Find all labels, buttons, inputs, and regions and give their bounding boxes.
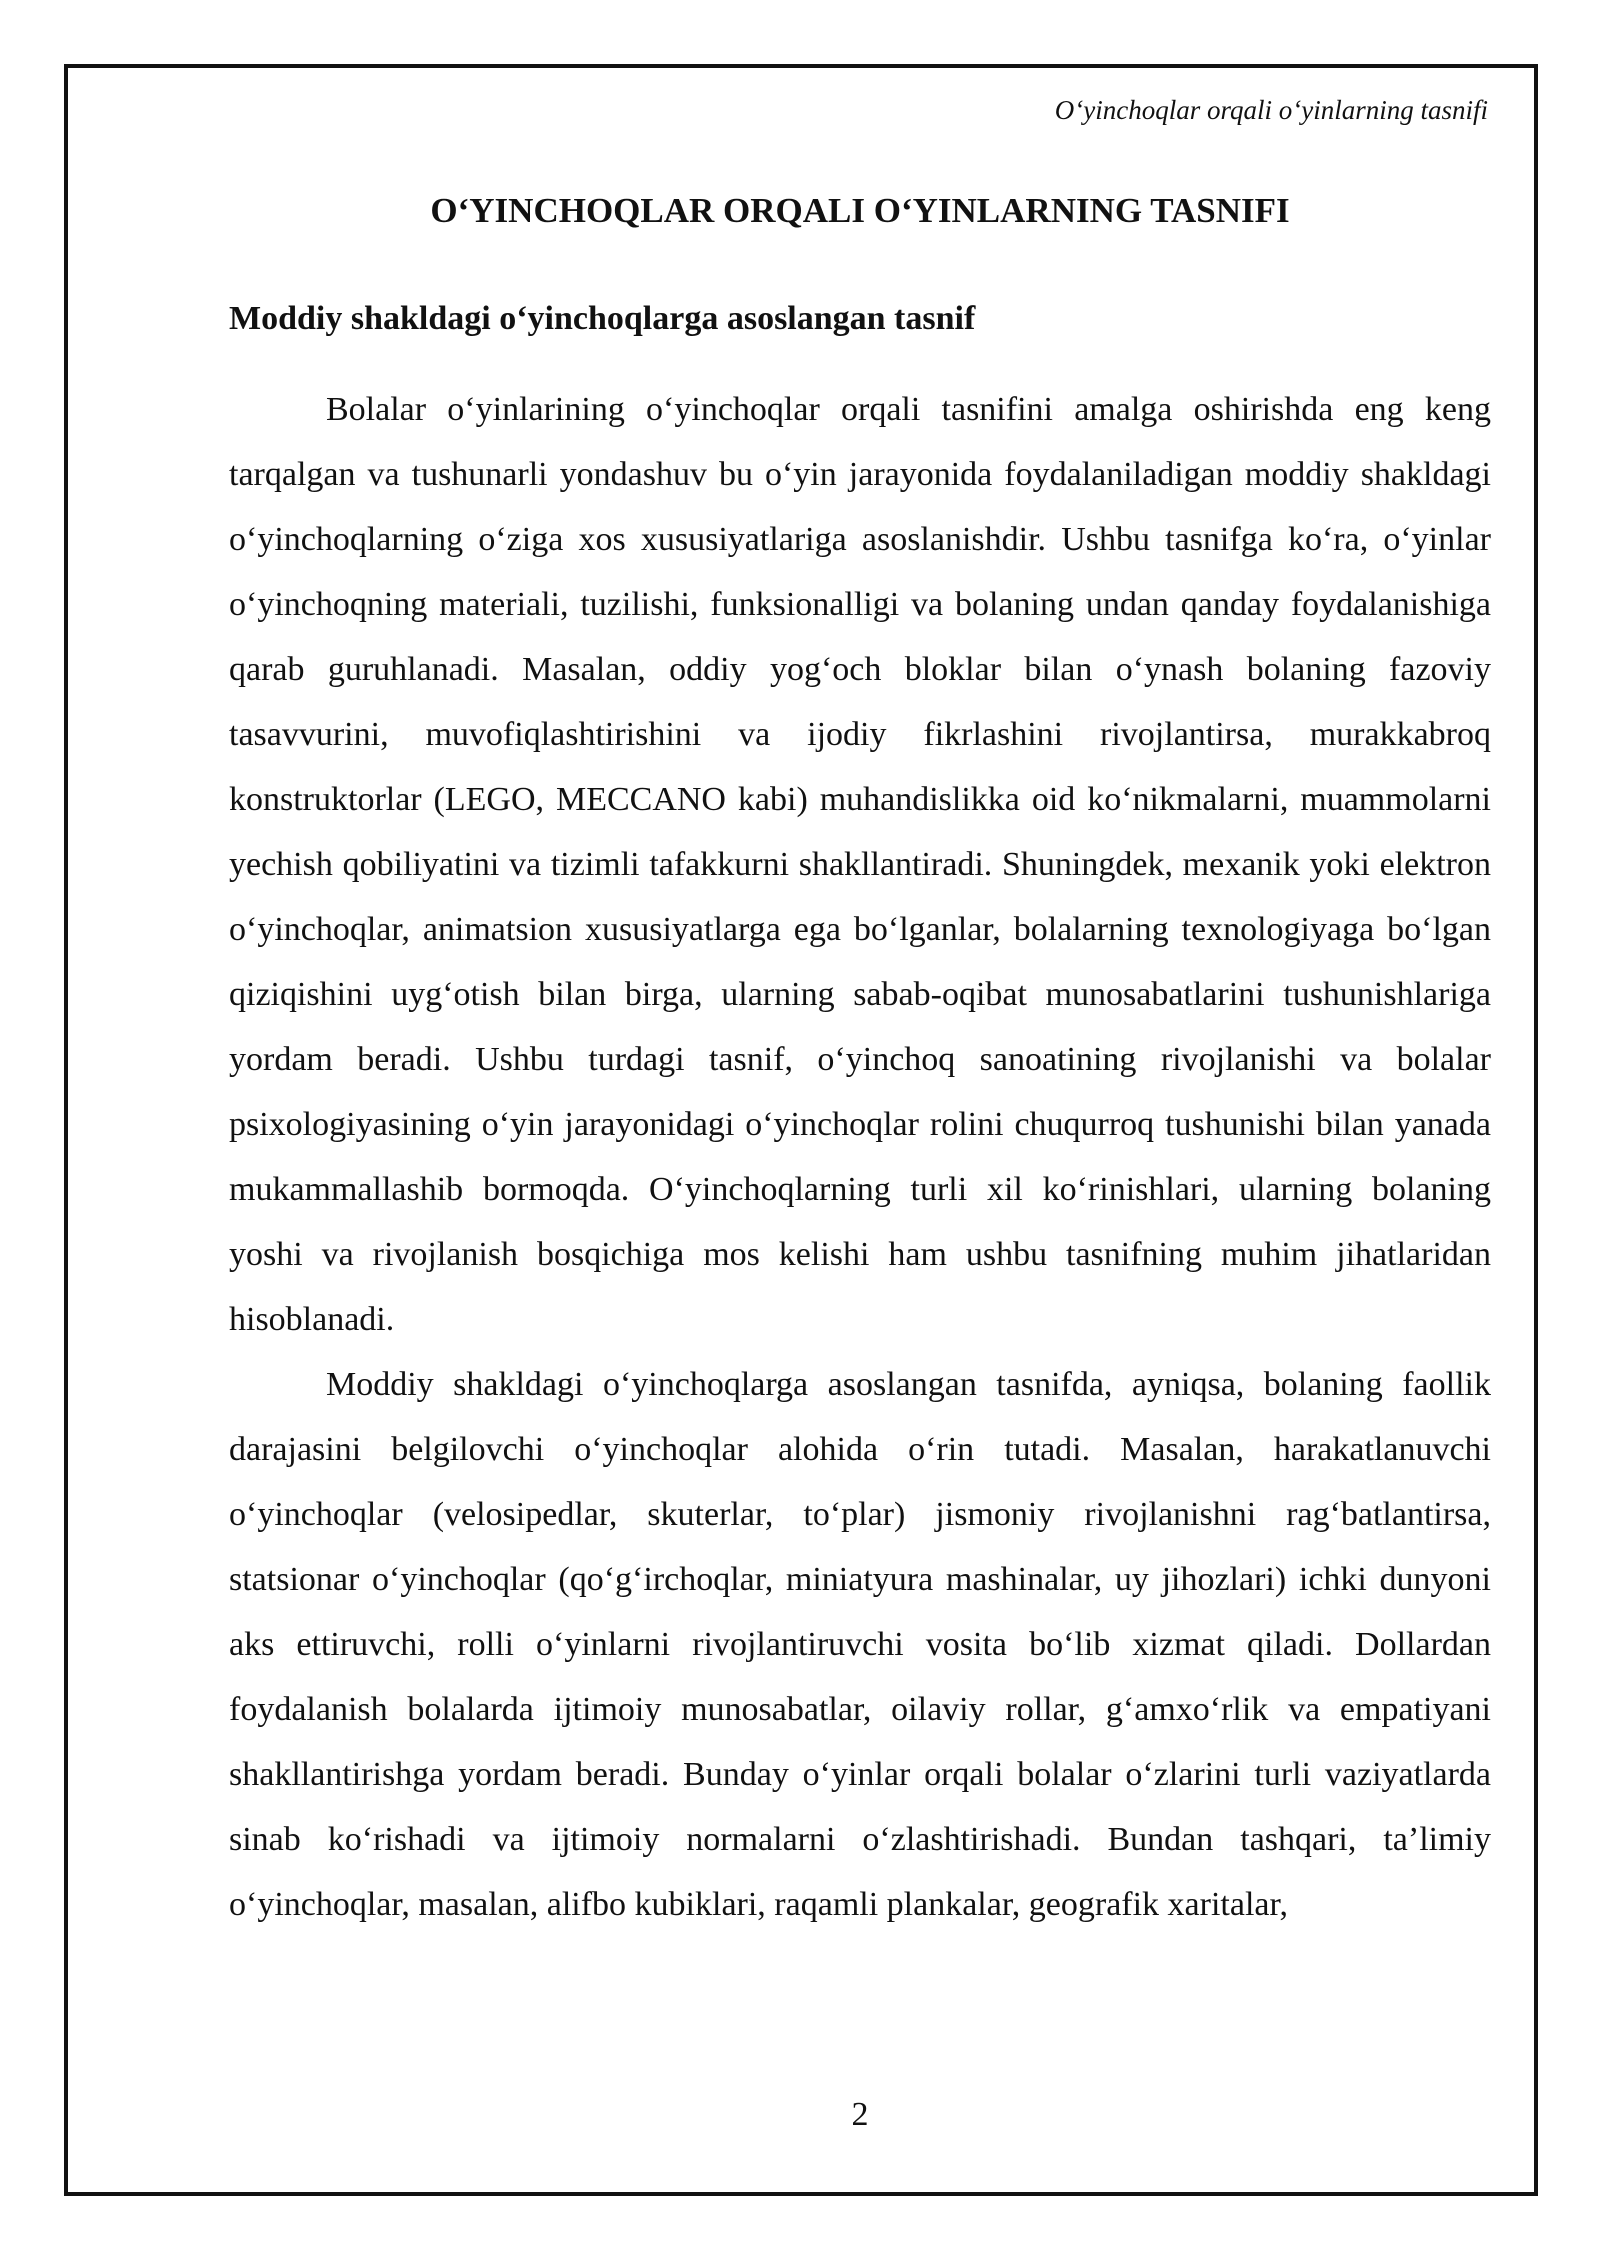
paragraph-2: Moddiy shakldagi o‘yinchoqlarga asoslangan tasnifda, ayniqsa, bolaning faollik darajasini belgilovchi o‘yinchoqlar alohida o‘rin tutadi. Masalan, harakatlanuvchi o‘yinchoqlar (velosipedlar, skuterlar, to‘plar) jismoniy rivojlanishni rag‘batlantirsa, statsionar o‘yinchoqlar (qo‘g‘irchoqlar, miniatyura mashinalar, uy jihozlari) ichki dunyoni aks ettiruvchi, rolli o‘yinlarni rivojlantiruvchi vosita bo‘lib xizmat qiladi. Dollardan foydalanish bolalarda ijtimoiy munosabatlar, oilaviy rollar, g‘amxo‘rlik va empatiyani shakllantirishga yordam beradi. Bunday o‘yinlar orqali bolalar o‘zlarini turli vaziyatlarda sinab ko‘rishadi va ijtimoiy normalarni o‘zlashtirishadi. Bundan tashqari, ta’limiy o‘yinchoqlar, masalan, alifbo kubiklari, raqamli plankalar, geografik xaritalar, [229, 1366, 1491, 1923]
section-heading: Moddiy shakldagi o‘yinchoqlarga asoslangan tasnif [229, 300, 976, 337]
running-header: O‘yinchoqlar orqali o‘yinlarning tasnifi [1054, 95, 1488, 125]
body-text [229, 377, 1491, 1937]
paragraph-1: Bolalar o‘yinlarining o‘yinchoqlar orqali tasnifini amalga oshirishda eng keng tarqalgan va tushunarli yondashuv bu o‘yin jarayonida foydalaniladigan moddiy shakldagi o‘yinchoqlarning o‘ziga xos xususiyatlariga asoslanishdir. Ushbu tasnifga ko‘ra, o‘yinlar o‘yinchoqning materiali, tuzilishi, funksionalligi va bolaning undan qanday foydalanishiga qarab guruhlanadi. Masalan, oddiy yog‘och bloklar bilan o‘ynash bolaning fazoviy tasavvurini, muvofiqlashtirishini va ijodiy fikrlashini rivojlantirsa, murakkabroq konstruktorlar (LEGO, MECCANO kabi) muhandislikka oid ko‘nikmalarni, muammolarni yechish qobiliyatini va tizimli tafakkurni shakllantiradi. Shuningdek, mexanik yoki elektron o‘yinchoqlar, animatsion xususiyatlarga ega bo‘lganlar, bolalarning texnologiyaga bo‘lgan qiziqishini uyg‘otish bilan birga, ularning sabab-oqibat munosabatlarini tushunishlariga yordam beradi. Ushbu turdagi tasnif, o‘yinchoq sanoatining rivojlanishi va bolalar psixologiyasining o‘yin jarayonidagi o‘yinchoqlar rolini chuqurroq tushunishi bilan yanada mukammallashib bormoqda. O‘yinchoqlarning turli xil ko‘rinishlari, ularning bolaning yoshi va rivojlanish bosqichiga mos kelishi ham ushbu tasnifning muhim jihatlaridan hisoblanadi. [229, 391, 1491, 1338]
document-title: O‘YINCHOQLAR ORQALI O‘YINLARNING TASNIFI [430, 191, 1290, 230]
page-number: 2 [851, 2096, 869, 2133]
